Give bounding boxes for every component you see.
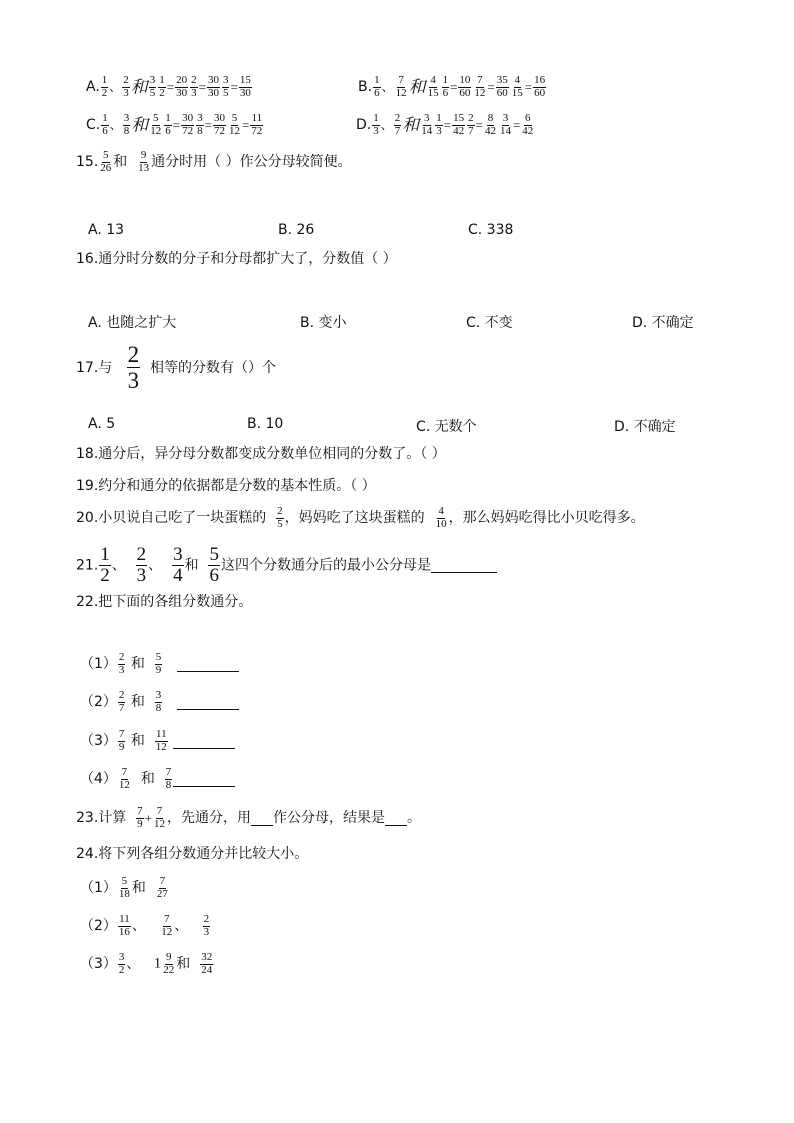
fraction: $\frac{4}{15}$ — [511, 74, 523, 99]
fraction: $\frac{11}{12}$ — [155, 728, 167, 753]
fraction: $\frac{2}{3}$ — [118, 651, 125, 676]
fraction: $\frac{2}{3}$ — [123, 74, 129, 99]
fraction: $\frac{5}{12}$ — [150, 112, 162, 137]
question-15: 15. $\frac{5}{26}$ 和 $\frac{9}{13}$ 通分时用（ ）作公分母较简便。 — [76, 149, 352, 174]
fraction: $\frac{20}{30}$ — [176, 74, 188, 99]
fraction: $\frac{7}{9}$ — [137, 805, 143, 830]
q16-option-c[interactable]: C. 不变 — [466, 315, 513, 331]
option-label: D. — [356, 117, 372, 134]
fraction: $\frac{7}{27}$ — [156, 875, 168, 900]
fraction: $\frac{9}{22}$ — [163, 951, 175, 976]
q17-option-a[interactable]: A. 5 — [88, 416, 116, 432]
fraction: $\frac{5}{9}$ — [155, 651, 162, 676]
answer-blank[interactable] — [431, 558, 497, 573]
fraction: $\frac{4}{15}$ — [427, 74, 439, 99]
question-text: 通分时用（ ）作公分母较简便。 — [151, 154, 352, 171]
q16-option-d[interactable]: D. 不确定 — [632, 315, 694, 331]
q16-option-a[interactable]: A. 也随之扩大 — [88, 315, 177, 331]
fraction: $\frac{2}{7}$ — [118, 689, 125, 714]
fraction: $\frac{3}{8}$ — [197, 112, 203, 137]
fraction: $\frac{5}{26}$ — [100, 149, 112, 174]
fraction: $\frac{30}{72}$ — [182, 112, 194, 137]
q14-option-b[interactable]: B. $\frac{1}{6}$ 、 $\frac{7}{12}$ 和 $\frac{4}{15}$ $\frac{1}{6}$ = $\frac{10}{60}$ $\frac{7}{12}$ = $\frac{35}{60}$ $\frac{4}{15}$ = $\frac{16}{60}$ — [358, 74, 546, 99]
fraction: $\frac{1}{3}$ — [373, 112, 379, 137]
fraction: $\frac{1}{2}$ — [159, 74, 165, 99]
q22-item-3: （3） $\frac{7}{9}$ 和 $\frac{11}{12}$ — [80, 729, 235, 753]
fraction: $\frac{3}{14}$ — [499, 112, 511, 137]
fraction: $\frac{8}{42}$ — [484, 112, 496, 137]
fraction: $\frac{1}{2}$ — [101, 74, 108, 99]
q14-option-a[interactable]: A. $\frac{1}{2}$ 、 $\frac{2}{3}$ 和 $\frac{3}{5}$ $\frac{1}{2}$ = $\frac{20}{30}$ $\frac{2}{3}$ = $\frac{30}{30}$ $\frac{3}{5}$ = $\frac{15}{30}$ — [86, 74, 251, 99]
option-label: A. — [86, 79, 100, 96]
fraction: $\frac{7}{12}$ — [474, 74, 486, 99]
question-17: 17.与 $\frac{2}{3}$ 相等的分数有（）个 — [76, 342, 277, 394]
q24-item-1: （1） $\frac{5}{18}$ 和 $\frac{7}{27}$ — [80, 875, 168, 900]
q17-option-b[interactable]: B. 10 — [247, 416, 284, 432]
fraction: $\frac{2}{3}$ — [191, 74, 197, 99]
fraction: $\frac{5}{12}$ — [228, 112, 240, 137]
q15-option-c[interactable]: C. 338 — [468, 222, 514, 238]
answer-blank[interactable] — [251, 811, 273, 826]
fraction: $\frac{1}{6}$ — [442, 74, 449, 99]
fraction: $\frac{6}{42}$ — [522, 112, 534, 137]
fraction: $\frac{10}{60}$ — [459, 74, 471, 99]
fraction: $\frac{5}{6}$ — [209, 544, 219, 586]
fraction: $\frac{2}{3}$ — [136, 544, 147, 586]
option-label: B. — [358, 79, 373, 96]
question-24: 24.将下列各组分数通分并比较大小。 — [76, 846, 309, 862]
q22-item-4: （4） $\frac{7}{12}$ 和 $\frac{7}{8}$ — [80, 767, 235, 791]
question-18: 18.通分后，异分母分数都变成分数单位相同的分数了。（ ） — [76, 446, 446, 462]
fraction: $\frac{16}{60}$ — [534, 74, 546, 99]
fraction: $\frac{7}{12}$ — [395, 74, 407, 99]
question-20: 20.小贝说自己吃了一块蛋糕的 $\frac{2}{5}$ ，妈妈吃了这块蛋糕的 $\frac{4}{10}$ ，那么妈妈吃得比小贝吃得多。 — [76, 505, 645, 530]
fraction: $\frac{3}{4}$ — [173, 544, 183, 586]
fraction: $\frac{1}{6}$ — [165, 112, 171, 137]
option-label: C. — [86, 117, 101, 134]
fraction: $\frac{15}{30}$ — [239, 74, 251, 99]
fraction: $\frac{3}{5}$ — [149, 74, 156, 99]
fraction: $\frac{7}{12}$ — [118, 766, 130, 791]
fraction: $\frac{1}{3}$ — [436, 112, 442, 137]
fraction: $\frac{5}{18}$ — [118, 875, 130, 900]
q15-option-a[interactable]: A. 13 — [88, 222, 125, 238]
q24-item-2: （2） $\frac{11}{16}$ 、 $\frac{7}{12}$ 、 $\frac{2}{3}$ — [80, 913, 210, 938]
fraction: $\frac{30}{72}$ — [213, 112, 225, 137]
fraction: $\frac{11}{72}$ — [251, 112, 263, 137]
answer-blank[interactable] — [177, 695, 239, 710]
question-23: 23.计算 $\frac{7}{9}$ + $\frac{7}{12}$ ，先通分，用 作公分母，结果是 。 — [76, 805, 422, 830]
q22-item-1: （1） $\frac{2}{3}$ 和 $\frac{5}{9}$ — [80, 652, 239, 676]
q16-option-b[interactable]: B. 变小 — [300, 315, 347, 331]
answer-blank[interactable] — [177, 657, 239, 672]
fraction: $\frac{2}{7}$ — [468, 112, 474, 137]
answer-blank[interactable] — [385, 811, 407, 826]
answer-blank[interactable] — [173, 734, 235, 749]
q17-option-c[interactable]: C. 无数个 — [416, 419, 477, 435]
fraction: $\frac{2}{7}$ — [394, 112, 401, 137]
fraction: $\frac{30}{30}$ — [207, 74, 219, 99]
q15-option-b[interactable]: B. 26 — [278, 222, 315, 238]
fraction: $\frac{3}{5}$ — [222, 74, 229, 99]
separator: 、 — [109, 80, 122, 95]
fraction: $\frac{3}{8}$ — [123, 112, 130, 137]
fraction: $\frac{3}{8}$ — [155, 689, 162, 714]
equals: = — [166, 79, 175, 95]
q14-option-c[interactable]: C. $\frac{1}{6}$ 、 $\frac{3}{8}$ 和 $\frac{5}{12}$ $\frac{1}{6}$ = $\frac{30}{72}$ $\frac{3}{8}$ = $\frac{30}{72}$ $\frac{5}{12}$ = $\frac{11}{72}$ — [86, 112, 263, 137]
fraction: $\frac{1}{6}$ — [374, 74, 380, 99]
q22-item-2: （2） $\frac{2}{7}$ 和 $\frac{3}{8}$ — [80, 690, 239, 714]
fraction: $\frac{11}{16}$ — [118, 913, 130, 938]
fraction: $\frac{4}{10}$ — [435, 505, 447, 530]
q14-option-d[interactable]: D. $\frac{1}{3}$ 、 $\frac{2}{7}$ 和 $\frac{3}{14}$ $\frac{1}{3}$ = $\frac{15}{42}$ $\frac{2}{7}$ = $\frac{8}{42}$ $\frac{3}{14}$ = $\frac{6}{42}$ — [356, 112, 534, 137]
fraction: $\frac{7}{9}$ — [118, 728, 125, 753]
q17-option-d[interactable]: D. 不确定 — [614, 419, 676, 435]
fraction: $\frac{3}{2}$ — [118, 951, 125, 976]
question-22: 22.把下面的各组分数通分。 — [76, 594, 253, 610]
fraction: $\frac{1}{2}$ — [100, 544, 110, 586]
fraction: $\frac{7}{12}$ — [154, 805, 166, 830]
fraction: $\frac{15}{42}$ — [453, 112, 465, 137]
fraction: $\frac{35}{60}$ — [496, 74, 508, 99]
fraction: $\frac{2}{5}$ — [277, 505, 283, 530]
fraction: $\frac{7}{12}$ — [161, 913, 173, 938]
and-word: 和 — [130, 77, 148, 97]
question-19: 19.约分和通分的依据都是分数的基本性质。（ ） — [76, 478, 376, 494]
fraction: $\frac{7}{8}$ — [165, 766, 172, 791]
fraction: $\frac{3}{14}$ — [421, 112, 433, 137]
fraction: $\frac{2}{3}$ — [203, 913, 210, 938]
fraction: $\frac{2}{3}$ — [127, 342, 140, 394]
q24-item-3: （3） $\frac{3}{2}$ 、 1 $\frac{9}{22}$ 和 $\frac{32}{24}$ — [80, 951, 213, 976]
question-number: 15. — [76, 154, 99, 171]
fraction: $\frac{1}{6}$ — [102, 112, 108, 137]
fraction: $\frac{32}{24}$ — [201, 951, 213, 976]
answer-blank[interactable] — [173, 772, 235, 787]
question-16: 16.通分时分数的分子和分母都扩大了，分数值（ ） — [76, 251, 397, 267]
question-21: 21. $\frac{1}{2}$ 、 $\frac{2}{3}$ 、 $\frac{3}{4}$ 和 $\frac{5}{6}$ 这四个分数通分后的最小公分母是 — [76, 545, 497, 586]
fraction: $\frac{9}{13}$ — [138, 149, 150, 174]
